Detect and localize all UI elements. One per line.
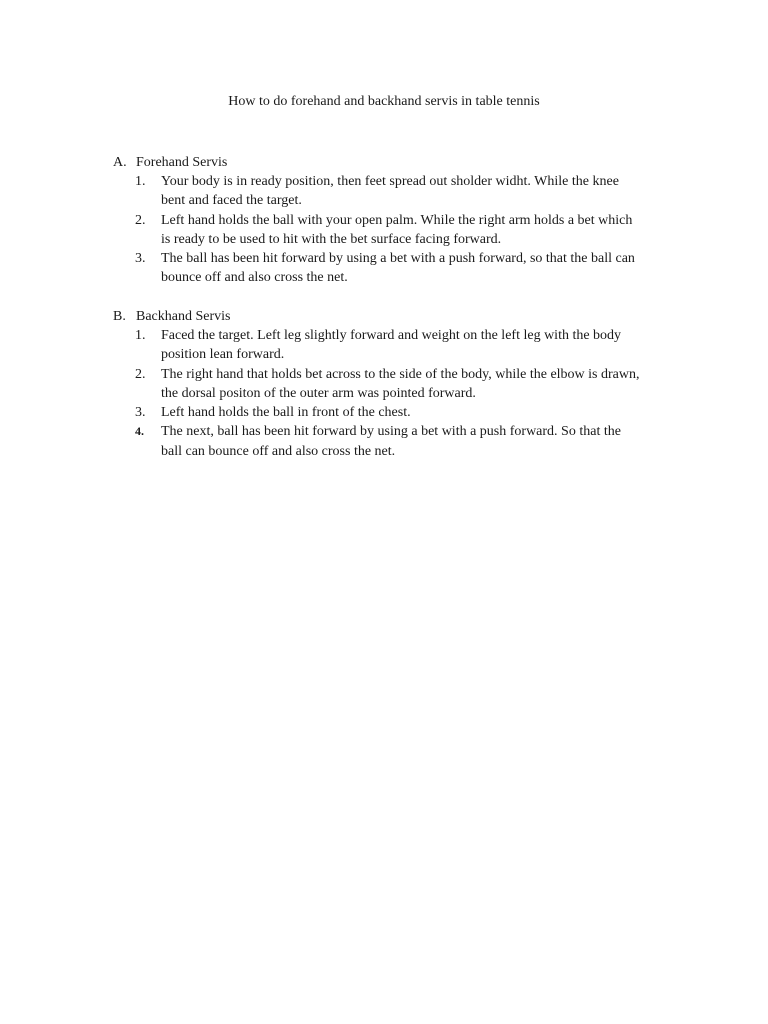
item-line: the dorsal positon of the outer arm was pointed forward.	[161, 385, 476, 401]
list-item	[113, 365, 673, 404]
section-forehand-servis	[113, 153, 673, 288]
section-backhand-servis	[113, 307, 673, 461]
item-text	[161, 326, 673, 365]
document-title	[0, 93, 768, 111]
section-title: Backhand Servis	[136, 309, 231, 324]
list-item	[113, 326, 673, 365]
item-line: Left hand holds the ball in front of the chest.	[161, 405, 411, 421]
section-letter: A.	[113, 155, 127, 170]
step-list	[113, 172, 673, 288]
item-number: 1.	[135, 328, 146, 343]
item-line: The right hand that holds bet across to the side of the body, while the elbow is drawn,	[161, 366, 640, 382]
item-text	[161, 172, 673, 211]
item-number: 4.	[135, 424, 144, 439]
document-title-text: How to do forehand and backhand servis in table tennis	[228, 94, 540, 109]
section-heading	[113, 153, 673, 172]
item-line: The next, ball has been hit forward by using a bet with a push forward. So that the	[161, 424, 621, 440]
list-item	[113, 211, 673, 250]
item-number: 2.	[135, 366, 146, 382]
item-number: 3.	[135, 405, 146, 421]
item-line: is ready to be used to hit with the bet surface facing forward.	[161, 231, 502, 247]
section-title: Forehand Servis	[136, 155, 228, 170]
item-line: The ball has been hit forward by using a bet with a push forward, so that the ball can	[161, 251, 635, 267]
section-heading	[113, 307, 673, 326]
item-line: bent and faced the target.	[161, 193, 302, 209]
section-letter: B.	[113, 309, 126, 324]
list-item	[113, 249, 673, 288]
list-item	[113, 172, 673, 211]
item-number: 2.	[135, 212, 146, 228]
item-text	[161, 365, 673, 404]
item-number: 1.	[135, 174, 146, 189]
item-number: 3.	[135, 251, 146, 267]
list-item	[113, 422, 673, 461]
item-text	[161, 211, 673, 250]
item-line: position lean forward.	[161, 347, 285, 363]
item-text	[161, 249, 673, 288]
item-text	[161, 422, 673, 461]
list-item	[113, 403, 673, 422]
item-line: bounce off and also cross the net.	[161, 270, 348, 286]
item-line: Your body is in ready position, then feet spread out sholder widht. While the knee	[161, 174, 619, 189]
item-text	[161, 403, 673, 422]
item-line: ball can bounce off and also cross the net.	[161, 443, 396, 459]
item-line: Faced the target. Left leg slightly forward and weight on the left leg with the body	[161, 328, 622, 343]
item-line: Left hand holds the ball with your open palm. While the right arm holds a bet which	[161, 212, 633, 228]
step-list	[113, 326, 673, 461]
